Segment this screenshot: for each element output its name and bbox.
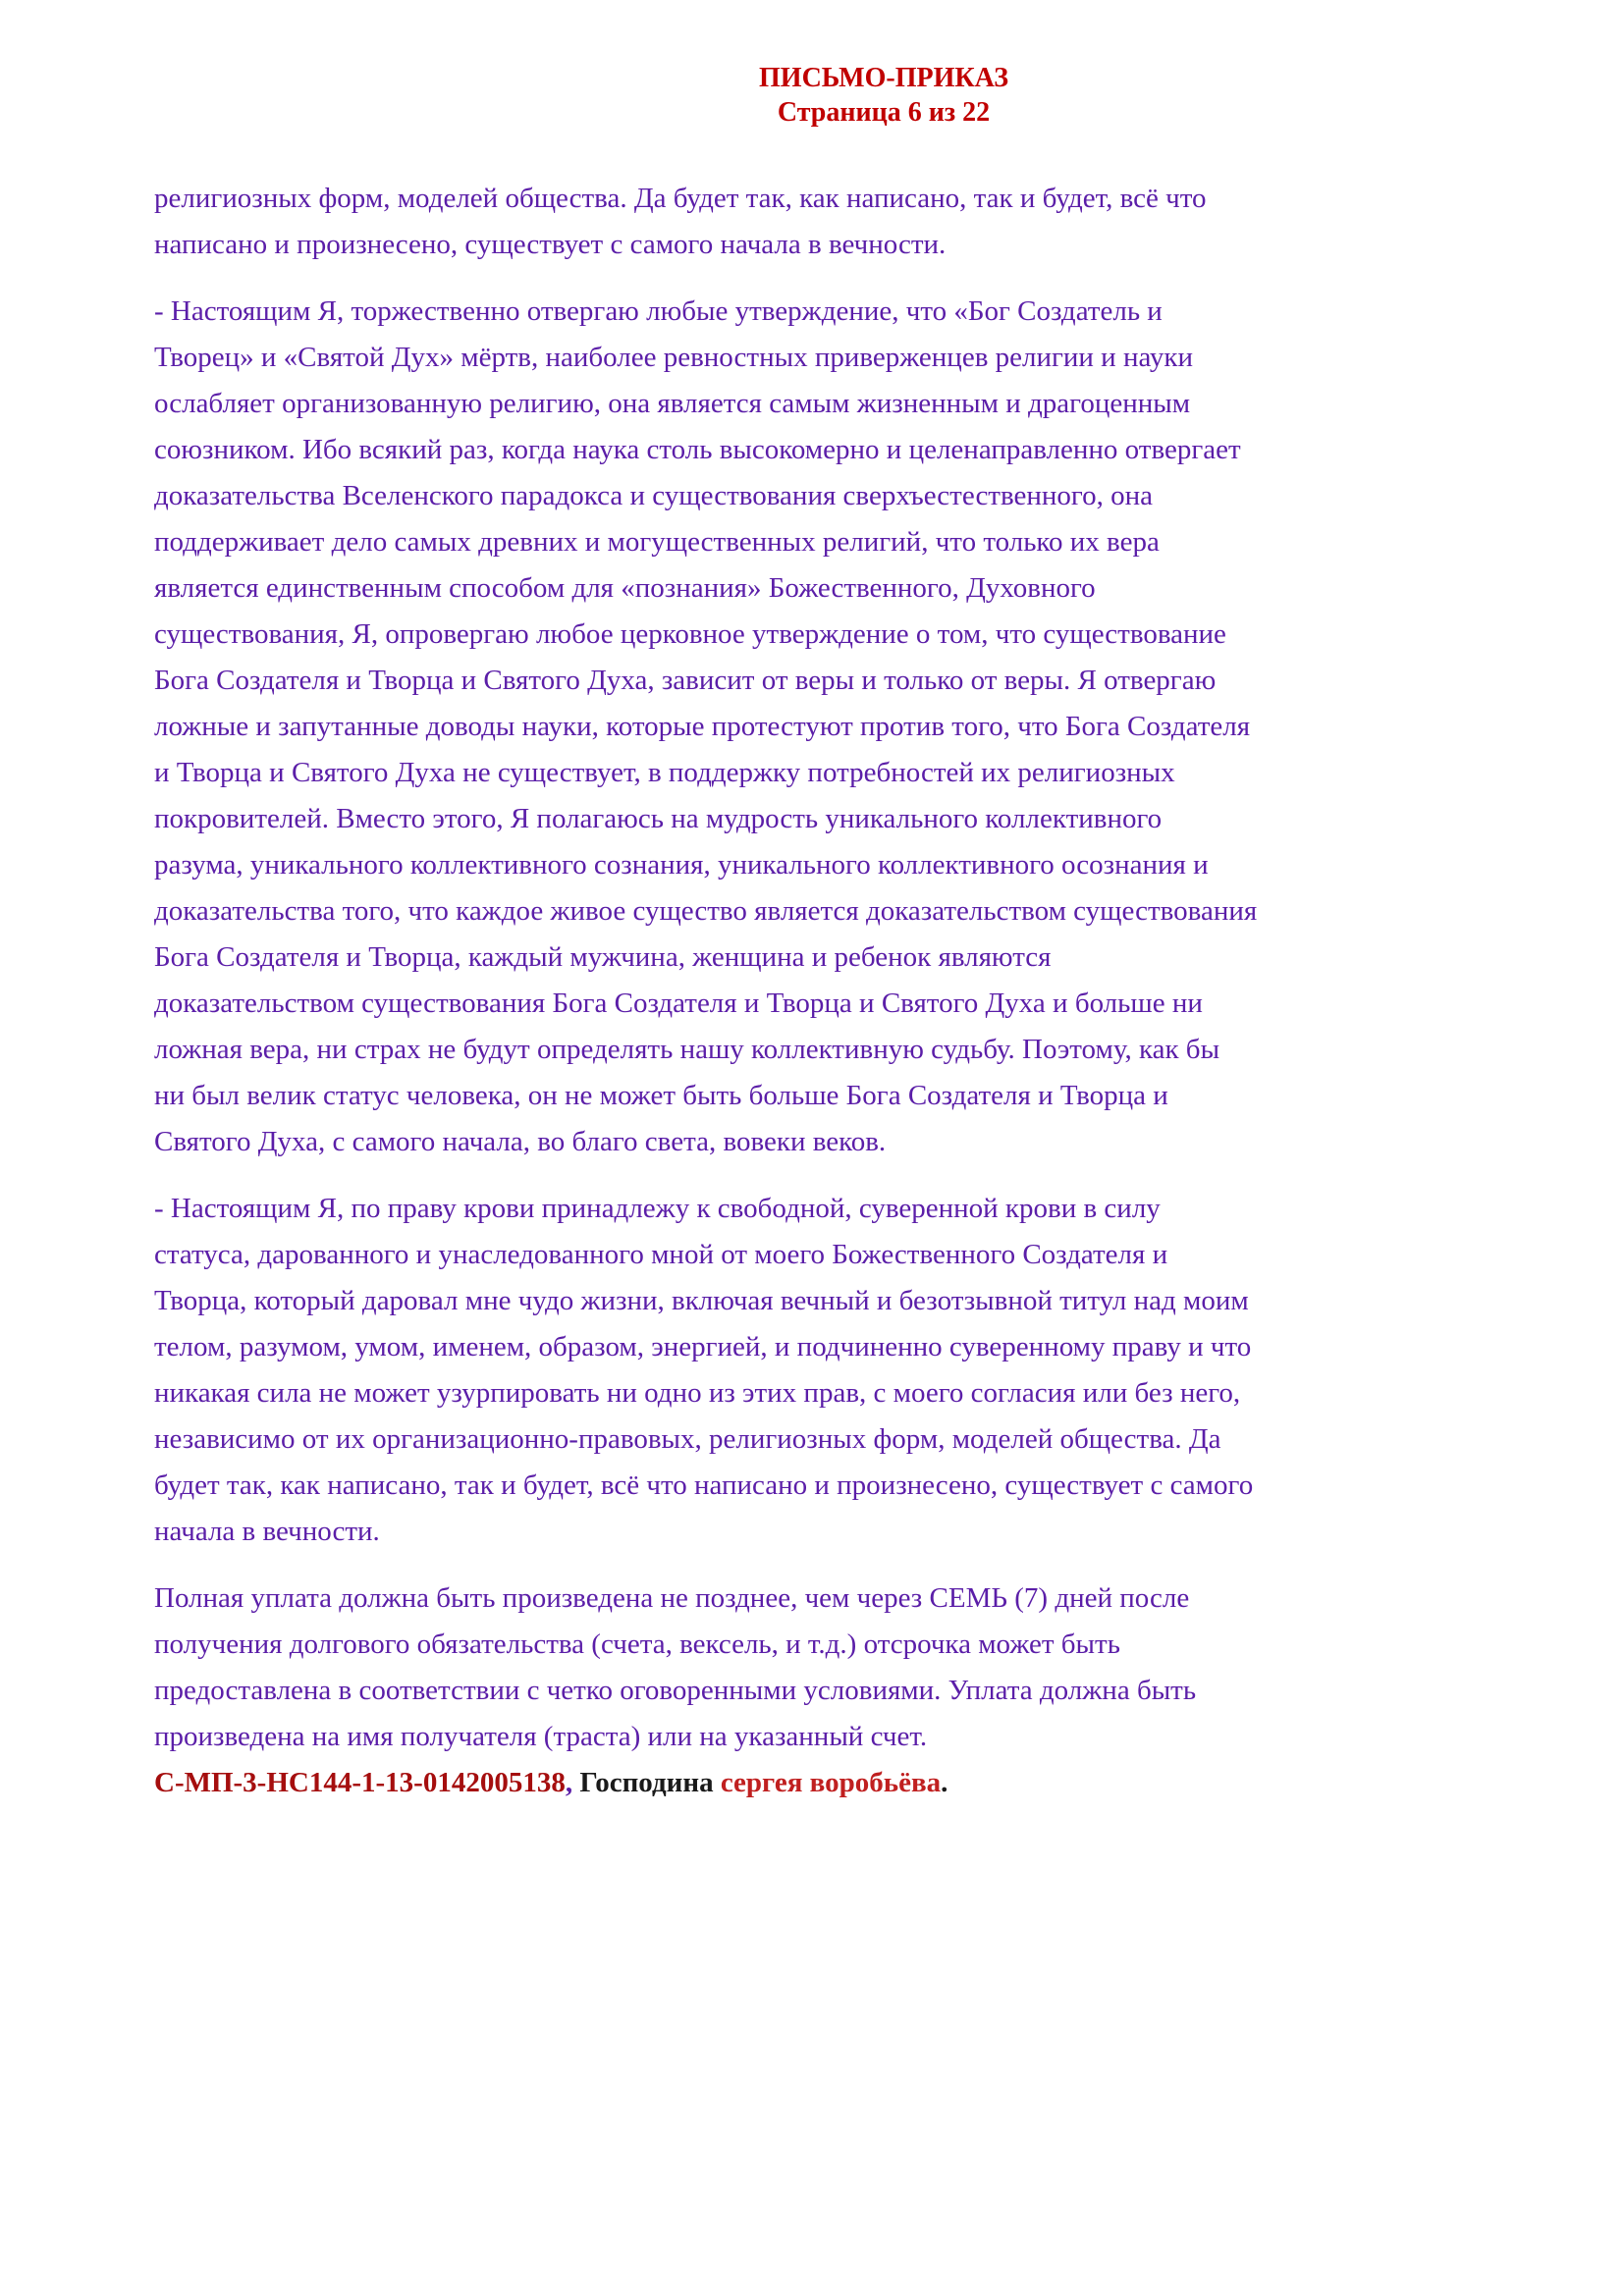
period: . (941, 1767, 948, 1798)
text-line: будет так, как написано, так и будет, всё что написано и произнесено, существует с самого (154, 1469, 1254, 1501)
text-line: покровителей. Вместо этого, Я полагаюсь на мудрость уникального коллективного (154, 803, 1163, 834)
text-line: произведена на имя получателя (траста) или на указанный счет. (154, 1721, 928, 1752)
text-line: поддерживает дело самых древних и могущественных религий, что только их вера (154, 526, 1160, 558)
text-line: статуса, дарованного и унаследованного мной от моего Божественного Создателя и (154, 1239, 1168, 1270)
text-line: является единственным способом для «познания» Божественного, Духовного (154, 572, 1096, 604)
text-line: ложная вера, ни страх не будут определять нашу коллективную судьбу. Поэтому, как бы (154, 1034, 1220, 1065)
document-header (0, 0, 1624, 130)
text-line: предоставлена в соответствии с четко оговоренными условиями. Уплата должна быть (154, 1675, 1197, 1706)
text-line: Бога Создателя и Творца и Святого Духа, зависит от веры и только от веры. Я отвергаю (154, 665, 1217, 696)
text-line: Бога Создателя и Творца, каждый мужчина, женщина и ребенок являются (154, 941, 1052, 973)
text-line: начала в вечности. (154, 1516, 380, 1547)
text-line: ни был велик статус человека, он не может быть больше Бога Создателя и Творца и (154, 1080, 1168, 1111)
document-body (154, 176, 1509, 1806)
separator: , (565, 1767, 580, 1798)
document-title: ПИСЬМО-ПРИКАЗ (759, 63, 1008, 93)
text-line: получения долгового обязательства (счета, вексель, и т.д.) отсрочка может быть (154, 1629, 1120, 1660)
text-line: телом, разумом, умом, именем, образом, энергией, и подчиненно суверенному праву и что (154, 1331, 1252, 1362)
paragraph (154, 176, 1509, 268)
text-line: - Настоящим Я, по праву крови принадлежу к свободной, суверенной крови в силу (154, 1193, 1161, 1224)
text-line: ложные и запутанные доводы науки, которые протестуют против того, что Бога Создателя (154, 711, 1251, 742)
text-line: ослабляет организованную религию, она является самым жизненным и драгоценным (154, 388, 1191, 419)
text-line: разума, уникального коллективного сознания, уникального коллективного осознания и (154, 849, 1209, 881)
text-line: доказательства Вселенского парадокса и существования сверхъестественного, она (154, 480, 1153, 511)
text-line: Святого Духа, с самого начала, во благо света, вовеки веков. (154, 1126, 887, 1157)
text-line: никакая сила не может узурпировать ни одно из этих прав, с моего согласия или без него, (154, 1377, 1241, 1409)
page-indicator: Страница 6 из 22 (777, 97, 991, 128)
text-line: доказательством существования Бога Создателя и Творца и Святого Духа и больше ни (154, 988, 1203, 1019)
paragraph (154, 1186, 1509, 1555)
text-line: Полная уплата должна быть произведена не позднее, чем через СЕМЬ (7) дней после (154, 1582, 1190, 1614)
text-line: существования, Я, опровергаю любое церковное утверждение о том, что существование (154, 618, 1226, 650)
paragraph (154, 1575, 1509, 1806)
text-line: написано и произнесено, существует с самого начала в вечности. (154, 229, 947, 260)
text-line: Творца, который даровал мне чудо жизни, включая вечный и безотзывной титул над моим (154, 1285, 1249, 1316)
paragraph (154, 289, 1509, 1165)
payment-reference-number: С-МП-3-НС144-1-13-0142005138 (154, 1767, 566, 1798)
text-line: союзником. Ибо всякий раз, когда наука столь высокомерно и целенаправленно отвергает (154, 434, 1241, 465)
text-line: религиозных форм, моделей общества. Да будет так, как написано, так и будет, всё что (154, 183, 1207, 214)
text-line: независимо от их организационно-правовых, религиозных форм, моделей общества. Да (154, 1423, 1221, 1455)
text-line: Творец» и «Святой Дух» мёртв, наиболее ревностных приверженцев религии и науки (154, 342, 1193, 373)
recipient-name: сергея воробьёва (720, 1767, 942, 1798)
payment-reference-line (154, 1760, 1509, 1806)
text-line: - Настоящим Я, торжественно отвергаю любые утверждение, что «Бог Создатель и (154, 295, 1163, 327)
text-line: доказательства того, что каждое живое существо является доказательством существования (154, 895, 1258, 927)
text-line: и Творца и Святого Духа не существует, в поддержку потребностей их религиозных (154, 757, 1175, 788)
honorific: Господина (579, 1767, 721, 1798)
